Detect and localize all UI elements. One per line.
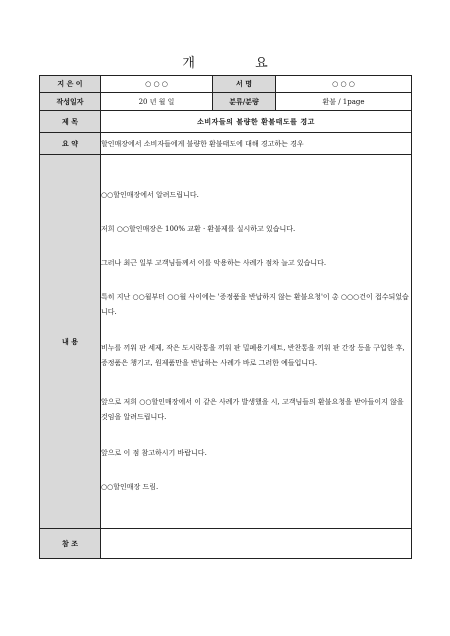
content-body [101,155,412,529]
content-paragraph: 그러나 최근 일부 고객님들께서 이를 악용하는 사례가 점차 늘고 있습니다. [101,259,327,267]
subject-label: 제 목 [40,111,101,133]
author-label: 지 은 이 [40,76,101,93]
reference-row [40,529,412,559]
reference-value [101,529,412,559]
summary-value: 할인매장에서 소비자들에게 불량한 환불태도에 대해 경고하는 경우 [101,133,412,155]
signature-value: ○ ○ ○ [276,76,412,93]
summary-label: 요 약 [40,133,101,155]
content-label: 내 용 [40,155,101,529]
document-form [39,75,412,559]
content-paragraph: 저희 ○○할인매장은 100% 교환 · 환불제를 실시하고 있습니다. [101,225,296,233]
subject-row [40,111,412,133]
content-row [40,155,412,529]
content-paragraph: 비누를 끼워 판 세제, 작은 도시락통을 끼워 판 밀폐용기세트, 반찬통을 끼워 판 간장 등을 구입한 후, 증정품은 챙기고, 원제품만을 반납하는 사례가 바로 그러한 예들입니다. [101,344,405,367]
date-row [40,93,412,111]
content-paragraph: ○○할인매장에서 알려드립니다. [101,191,199,199]
document-title: 개 요 [182,56,296,71]
date-value: 20 년 월 일 [101,93,213,111]
author-row [40,76,412,93]
content-paragraph: ○○할인매장 드림. [101,483,159,491]
category-value: 환불 / 1page [276,93,412,111]
signature-label: 서 명 [213,76,276,93]
summary-row [40,133,412,155]
content-paragraph: 앞으로 이 점 참고하시기 바랍니다. [101,449,207,457]
content-paragraph: 특히 지난 ○○월부터 ○○월 사이에는 '증정품을 반납하지 않는 환불요청'이 총 ○○○건이 접수되었습니다. [101,293,409,316]
reference-label: 참 조 [40,529,101,559]
subject-value: 소비자들의 불량한 환불태도를 경고 [101,111,412,133]
category-label: 분류/분량 [213,93,276,111]
content-paragraph: 앞으로 저희 ○○할인매장에서 이 같은 사례가 발생했을 시, 고객님들의 환불요청을 받아들이지 않을 것임을 알려드립니다. [101,398,404,421]
author-value: ○ ○ ○ [101,76,213,93]
date-label: 작성일자 [40,93,101,111]
